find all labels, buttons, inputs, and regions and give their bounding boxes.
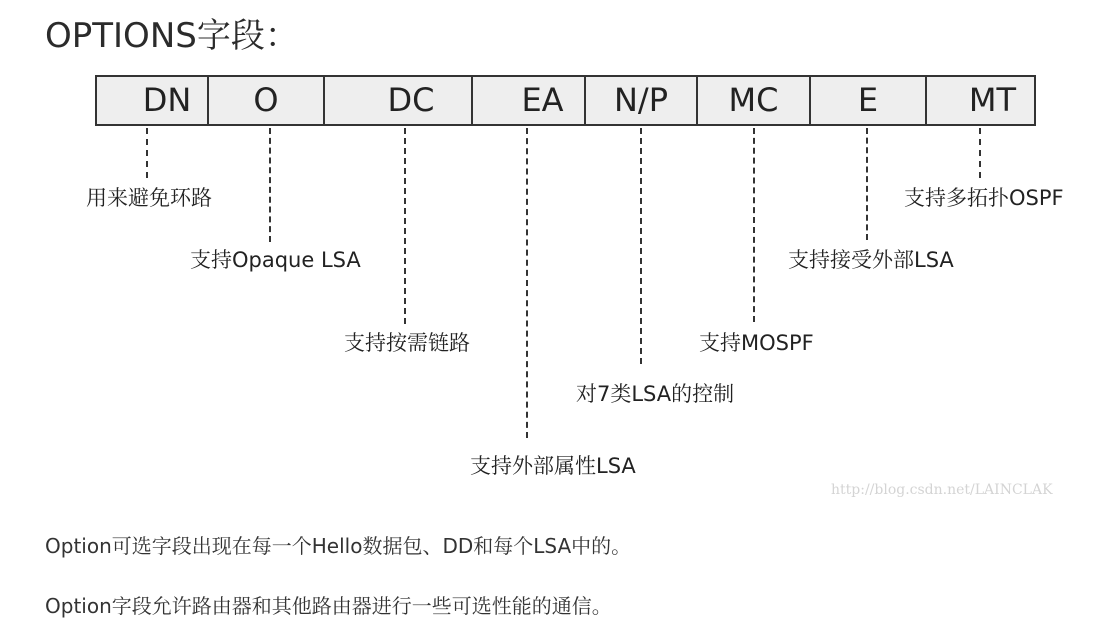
field-label: E [857, 81, 879, 119]
leader-line-dn [146, 128, 148, 178]
field-o [209, 77, 325, 124]
desc-dc: 支持按需链路 [344, 331, 470, 355]
leader-line-o [269, 128, 271, 242]
leader-line-e [866, 128, 868, 240]
leader-line-mt [979, 128, 981, 178]
field-dn [97, 77, 209, 124]
leader-line-dc [404, 128, 406, 324]
paragraph-1: Option可选字段出现在每一个Hello数据包、DD和每个LSA中的。 [45, 534, 632, 558]
field-mt [927, 77, 1034, 124]
field-e [811, 77, 927, 124]
desc-ea: 支持外部属性LSA [470, 454, 636, 478]
desc-o: 支持Opaque LSA [190, 248, 361, 272]
field-label: DC [387, 81, 435, 119]
field-np [586, 77, 698, 124]
desc-mt: 支持多拓扑OSPF [904, 186, 1064, 210]
field-label: DN [142, 81, 192, 119]
paragraph-2: Option字段允许路由器和其他路由器进行一些可选性能的通信。 [45, 594, 612, 618]
leader-line-mc [753, 128, 755, 322]
field-label: N/P [613, 81, 668, 119]
field-label: EA [521, 81, 564, 119]
field-dc [325, 77, 473, 124]
field-ea [473, 77, 586, 124]
page-title: OPTIONS字段： [45, 16, 299, 56]
watermark-url: http://blog.csdn.net/LAINCLAK [831, 482, 1053, 498]
desc-dn: 用来避免环路 [86, 186, 212, 210]
field-label: O [253, 81, 279, 119]
desc-np: 对7类LSA的控制 [576, 382, 735, 406]
options-field-bar [95, 75, 1036, 126]
desc-mc: 支持MOSPF [699, 331, 814, 355]
field-label: MC [728, 81, 779, 119]
desc-e: 支持接受外部LSA [788, 248, 954, 272]
leader-line-ea [526, 128, 528, 438]
leader-line-np [640, 128, 642, 364]
field-mc [698, 77, 811, 124]
field-label: MT [968, 81, 1017, 119]
